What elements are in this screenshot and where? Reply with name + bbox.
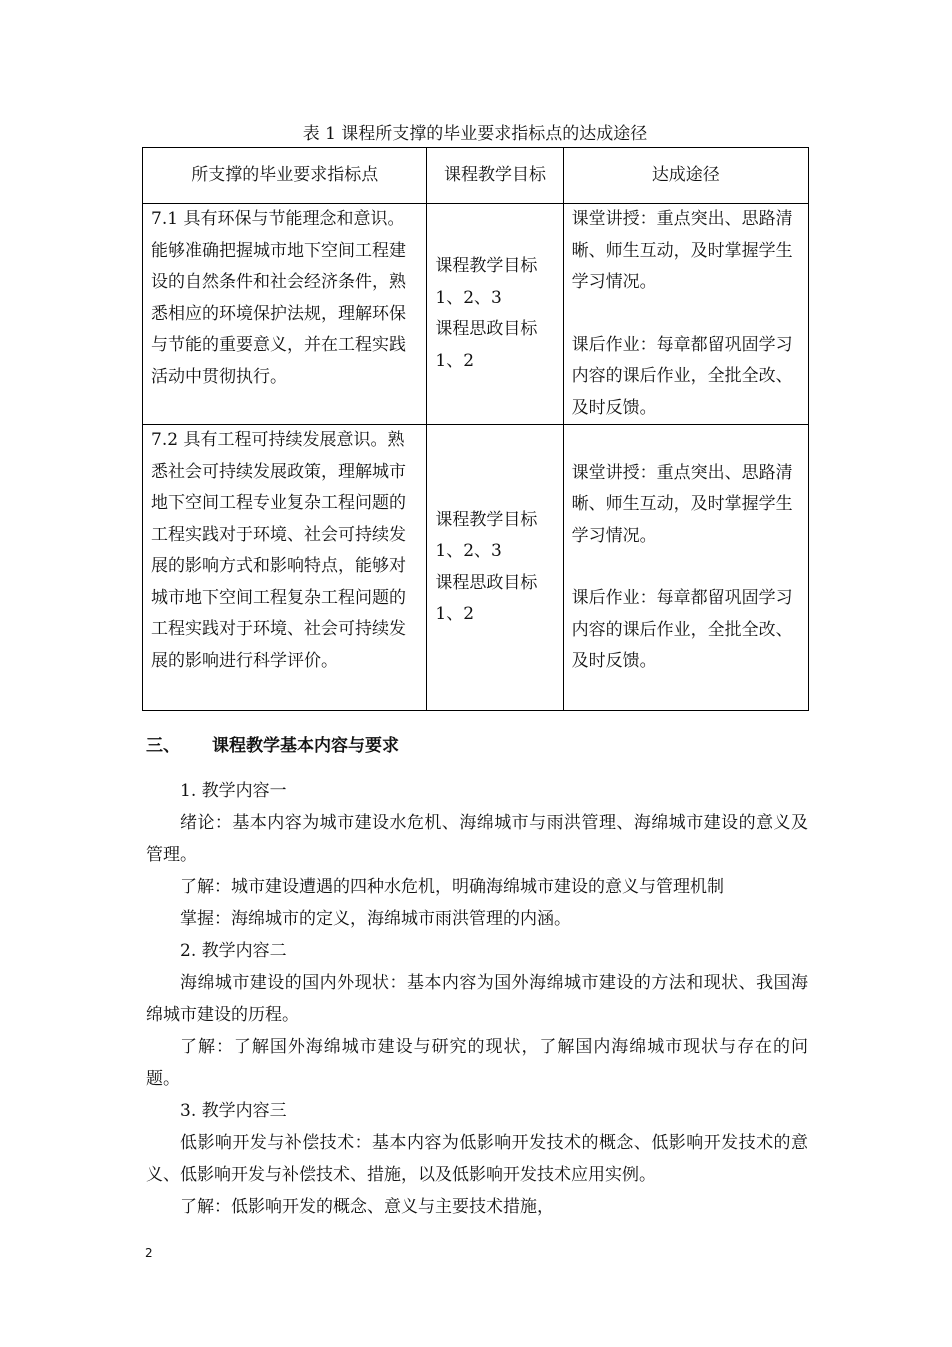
section-heading	[146, 733, 399, 759]
table-header-cell: 课程教学目标	[427, 148, 563, 204]
table-caption: 表 1 课程所支撑的毕业要求指标点的达成途径	[302, 124, 648, 144]
method-homework: 课后作业：每章都留巩固学习内容的课后作业，全批全改、及时反馈。	[571, 588, 793, 671]
page-number: 2	[145, 1246, 153, 1260]
section-title: 课程教学基本内容与要求	[212, 736, 399, 756]
table-row	[143, 204, 809, 425]
goal-line: 课程思政目标	[435, 572, 538, 593]
goal-line: 课程教学目标	[435, 256, 538, 276]
indicator-text: 7.2 具有工程可持续发展意识。熟悉社会可持续发展政策，理解城市地下空间工程专业复杂工程问题的工程实践对于环境、社会可持续发展的影响方式和影响特点，能够对城市地下空间工程复杂工程问题的工程实践对于环境、社会可持续发展的影响进行科学评价。	[151, 430, 406, 671]
table-header-row	[143, 148, 809, 204]
subsection-heading: 2. 教学内容二	[180, 941, 287, 961]
paragraph: 掌握：海绵城市的定义，海绵城市雨洪管理的内涵。	[180, 909, 571, 929]
method-cell	[563, 204, 808, 425]
method-cell	[563, 425, 808, 711]
indicator-text: 7.1 具有环保与节能理念和意识。能够准确把握城市地下空间工程建设的自然条件和社会经济条件，熟悉相应的环境保护法规，理解环保与节能的重要意义，并在工程实践活动中贯彻执行。	[151, 209, 406, 387]
paragraph: 了解：低影响开发的概念、意义与主要技术措施，	[180, 1197, 554, 1217]
table-header-cell: 所支撑的毕业要求指标点	[143, 148, 427, 204]
section-number: 三、	[146, 736, 180, 756]
indicator-cell	[143, 425, 427, 711]
paragraph: 低影响开发与补偿技术：基本内容为低影响开发技术的概念、低影响开发技术的意义、低影响开发与补偿技术、措施，以及低影响开发技术应用实例。	[146, 1133, 808, 1185]
goal-line: 1、2	[435, 604, 475, 624]
body-text	[146, 775, 808, 1223]
table-header-cell: 达成途径	[563, 148, 808, 204]
subsection-heading: 3. 教学内容三	[180, 1101, 287, 1121]
paragraph: 了解：城市建设遭遇的四种水危机，明确海绵城市建设的意义与管理机制	[180, 877, 724, 897]
goal-line: 课程思政目标	[435, 319, 538, 339]
paragraph: 了解：了解国外海绵城市建设与研究的现状，了解国内海绵城市现状与存在的问题。	[146, 1037, 808, 1089]
requirements-table	[142, 147, 809, 711]
indicator-cell	[143, 204, 427, 425]
method-homework: 课后作业：每章都留巩固学习内容的课后作业，全批全改、及时反馈。	[571, 334, 793, 418]
goal-cell	[427, 425, 563, 711]
goal-line: 课程教学目标	[435, 509, 538, 530]
paragraph: 海绵城市建设的国内外现状：基本内容为国外海绵城市建设的方法和现状、我国海绵城市建设的历程。	[146, 973, 808, 1025]
paragraph: 绪论：基本内容为城市建设水危机、海绵城市与雨洪管理、海绵城市建设的意义及管理。	[146, 813, 808, 865]
goal-line: 1、2、3	[435, 287, 502, 308]
goal-line: 1、2	[435, 350, 475, 371]
subsection-heading: 1. 教学内容一	[180, 781, 287, 801]
method-classroom: 课堂讲授：重点突出、思路清晰、师生互动，及时掌握学生学习情况。	[571, 462, 793, 546]
method-classroom: 课堂讲授：重点突出、思路清晰、师生互动，及时掌握学生学习情况。	[571, 209, 793, 292]
goal-line: 1、2、3	[435, 541, 502, 561]
table-row	[143, 425, 809, 711]
goal-cell	[427, 204, 563, 425]
